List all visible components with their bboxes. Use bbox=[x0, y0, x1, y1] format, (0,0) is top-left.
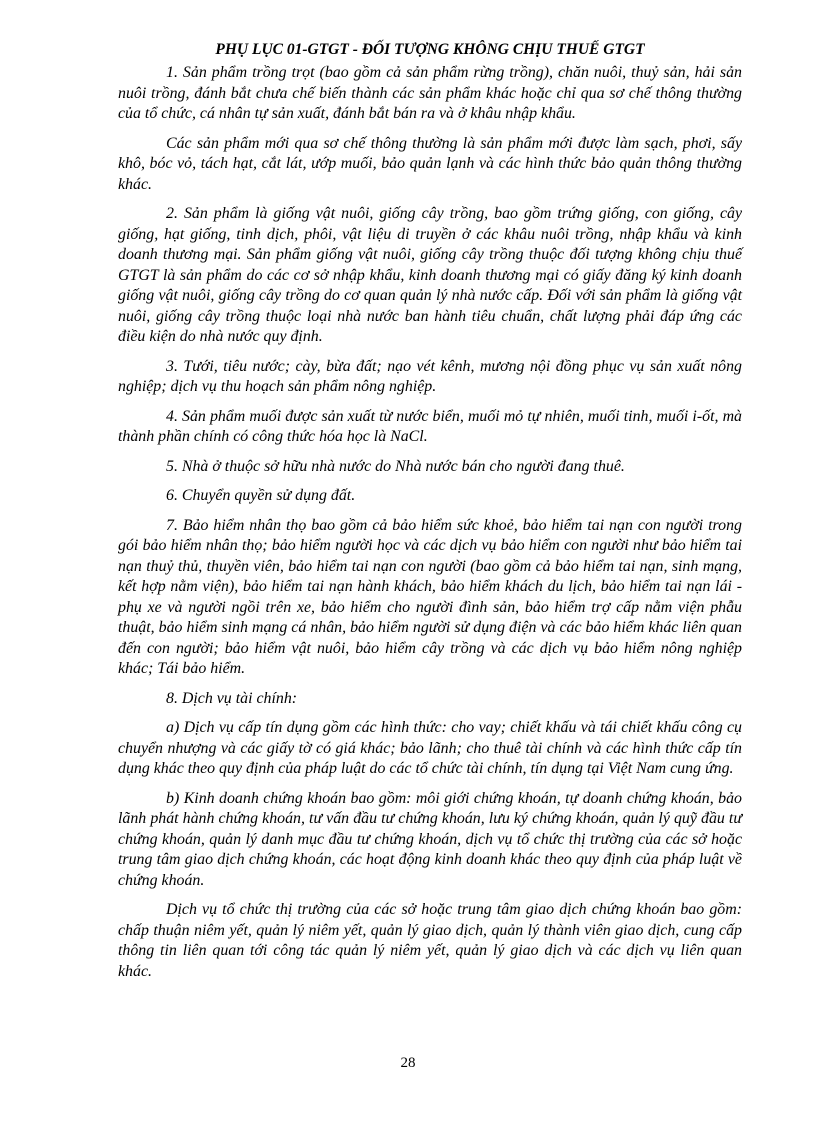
paragraph-8-financial-services: 8. Dịch vụ tài chính: bbox=[166, 689, 298, 707]
page-title: PHỤ LỤC 01-GTGT - ĐỐI TƯỢNG KHÔNG CHỊU THUẾ GTGT bbox=[215, 41, 645, 58]
paragraph-6-land-use-rights: 6. Chuyển quyền sử dụng đất. bbox=[166, 487, 356, 504]
page-content bbox=[118, 40, 742, 991]
paragraph-preliminary-processing: Các sản phẩm mới qua sơ chế thông thường là sản phẩm mới được làm sạch, phơi, sấy khô, bóc vỏ, tách hạt, cắt lát, ướp muối, bảo quản lạnh và các hình thức bảo quản thông thường khác. bbox=[118, 134, 742, 193]
paragraph-market-organization: Dịch vụ tổ chức thị trường của các sở hoặc trung tâm giao dịch chứng khoán bao gồm: chấp thuận niêm yết, quản lý niêm yết, quản lý giao dịch, quản lý thành viên giao dịch, cung cấp thông tin liên quan tới công tác quản lý niêm yết, quản lý giao dịch và các dịch vụ liên quan khác. bbox=[118, 901, 742, 980]
paragraph-8a-credit-services: a) Dịch vụ cấp tín dụng gồm các hình thức: cho vay; chiết khấu và tái chiết khấu công cụ chuyển nhượng và các giấy tờ có giá khác; bảo lãnh; cho thuê tài chính và các hình thức cấp tín dụng khác theo quy định của pháp luật do các tổ chức tài chính, tín dụng tại Việt Nam cung ứng. bbox=[118, 719, 742, 777]
paragraph-3-irrigation: 3. Tưới, tiêu nước; cày, bừa đất; nạo vét kênh, mương nội đồng phục vụ sản xuất nông nghiệp; dịch vụ thu hoạch sản phẩm nông nghiệp. bbox=[118, 357, 742, 395]
paragraph-2-breeds-seeds: 2. Sản phẩm là giống vật nuôi, giống cây trồng, bao gồm trứng giống, con giống, cây giống, hạt giống, tinh dịch, phôi, vật liệu di truyền ở các khâu nuôi trồng, nhập khẩu và kinh doanh thương mại. Sản phẩm giống vật nuôi, giống cây trồng thuộc đối tượng không chịu thuế GTGT là sản phẩm do các cơ sở nhập khẩu, kinh doanh thương mại có giấy đăng ký kinh doanh giống vật nuôi, giống cây trồng do cơ quan quản lý nhà nước cấp. Đối với sản phẩm là giống vật nuôi, giống cây trồng thuộc loại nhà nước ban hành tiêu chuẩn, chất lượng phải đáp ứng các điều kiện do nhà nước quy định. bbox=[118, 205, 742, 345]
paragraph-1-crops-livestock: 1. Sản phẩm trồng trọt (bao gồm cả sản phẩm rừng trồng), chăn nuôi, thuỷ sản, hải sản nuôi trồng, đánh bắt chưa chế biến thành các sản phẩm khác hoặc chỉ qua sơ chế thông thường của tổ chức, cá nhân tự sản xuất, đánh bắt bán ra và ở khâu nhập khẩu. bbox=[118, 64, 742, 122]
paragraph-7-insurance: 7. Bảo hiểm nhân thọ bao gồm cả bảo hiểm sức khoẻ, bảo hiểm tai nạn con người trong gói bảo hiểm nhân thọ; bảo hiểm người học và các dịch vụ bảo hiểm con người như bảo hiểm tai nạn thuỷ thủ, thuyền viên, bảo hiểm tai nạn con người (bao gồm cả bảo hiểm tai nạn, sinh mạng, kết hợp nằm viện), bảo hiểm tai nạn hành khách, bảo hiểm khách du lịch, bảo hiểm tai nạn lái - phụ xe và người ngồi trên xe, bảo hiểm cho người đình sản, bảo hiểm trợ cấp nằm viện phẫu thuật, bảo hiểm sinh mạng cá nhân, bảo hiểm người sử dụng điện và các bảo hiểm khác liên quan đến con người; bảo hiểm vật nuôi, bảo hiểm cây trồng và các dịch vụ bảo hiểm nông nghiệp khác; Tái bảo hiểm. bbox=[118, 516, 742, 677]
paragraph-8b-securities: b) Kinh doanh chứng khoán bao gồm: môi giới chứng khoán, tự doanh chứng khoán, bảo lãnh phát hành chứng khoán, tư vấn đầu tư chứng khoán, lưu ký chứng khoán, quản lý quỹ đầu tư chứng khoán, quản lý danh mục đầu tư chứng khoán, dịch vụ tổ chức thị trường của các sở hoặc trung tâm giao dịch chứng khoán, các hoạt động kinh doanh khác theo quy định của pháp luật về chứng khoán. bbox=[118, 789, 742, 889]
paragraph-5-state-housing: 5. Nhà ở thuộc sở hữu nhà nước do Nhà nước bán cho người đang thuê. bbox=[166, 457, 625, 475]
paragraph-4-salt: 4. Sản phẩm muối được sản xuất từ nước biển, muối mỏ tự nhiên, muối tinh, muối i-ốt, mà thành phần chính có công thức hóa học là NaCl. bbox=[118, 407, 742, 445]
page-number: 28 bbox=[400, 1055, 416, 1071]
